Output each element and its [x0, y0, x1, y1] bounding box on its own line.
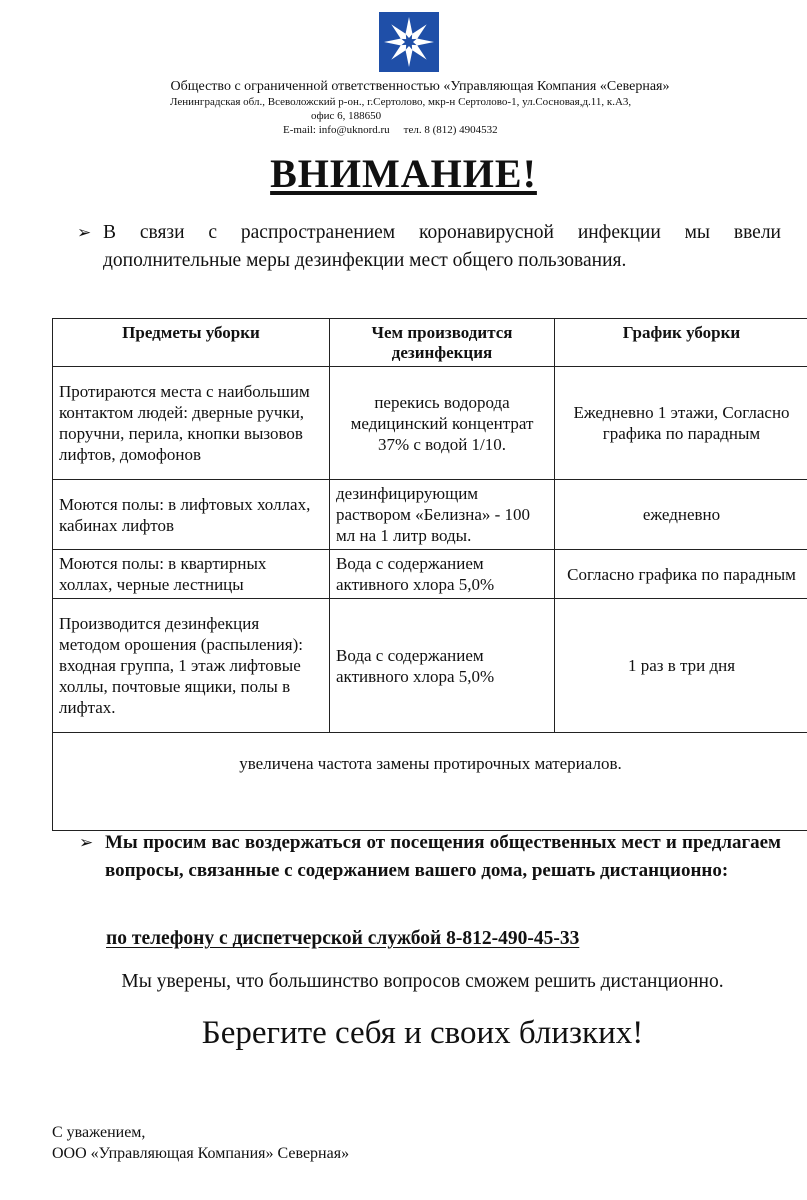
confidence-text: Мы уверены, что большинство вопросов сможем решить дистанционно. [121, 971, 724, 992]
star-snowflake-icon [379, 12, 439, 72]
table-footer-row [53, 733, 807, 831]
arrow-bullet-icon: ➢ [77, 223, 92, 243]
table-cell: Протираются места с наибольшим контактом людей: дверные ручки, поручни, перила, кнопки вызовов лифтов, домофонов [53, 367, 330, 480]
table-row [53, 599, 807, 733]
table-cell: Производится дезинфекция методом орошения (распыления): входная группа, 1 этаж лифтовые холлы, почтовые ящики, полы в лифтах. [53, 599, 330, 733]
signature-company: ООО «Управляющая Компания» Северная» [52, 1145, 350, 1162]
page-title: ВНИМАНИЕ! [270, 151, 537, 196]
request-paragraph: ➢ Мы просим вас воздержаться от посещения общественных мест и предлагаем вопросы, связанные с содержанием вашего дома, решать дистанционно: [105, 829, 781, 885]
table-cell: Вода с содержанием активного хлора 5,0% [330, 550, 555, 599]
arrow-bullet-icon: ➢ [79, 833, 94, 853]
table-row [53, 550, 807, 599]
care-slogan: Берегите себя и своих близких! [201, 1015, 644, 1051]
table-header: График уборки [555, 319, 807, 367]
table-cell: Вода с содержанием активного хлора 5,0% [330, 599, 555, 733]
cleaning-table [52, 318, 807, 831]
phone-text: тел. 8 (812) 4904532 [403, 124, 498, 136]
table-cell: перекись водорода медицинский концентрат 37% с водой 1/10. [330, 367, 555, 480]
address-line-2: офис 6, 188650 [311, 110, 382, 122]
table-row [53, 367, 807, 480]
signature-block [52, 1122, 349, 1164]
table-row [53, 480, 807, 550]
table-cell: Согласно графика по парадным [555, 550, 807, 599]
table-cell: Моются полы: в лифтовых холлах, кабинах лифтов [53, 480, 330, 550]
dispatcher-phone-line: по телефону с диспетчерской службой 8-812-490-45-33 [106, 928, 580, 949]
table-footer-cell: увеличена частота замены протирочных материалов. [53, 733, 807, 831]
org-name: Общество с ограниченной ответственностью «Управляющая Компания «Северная» [170, 79, 670, 94]
address-line-1: Ленинградская обл., Всеволожский р-он., г.Сертолово, мкр-н Сертолово-1, ул.Сосновая,д.11, к.А3, [170, 96, 632, 108]
table-header-row [53, 319, 807, 367]
company-logo [379, 12, 439, 72]
contact-line [283, 124, 512, 137]
table-cell: дезинфицирующим раствором «Белизна» - 100 мл на 1 литр воды. [330, 480, 555, 550]
table-cell: Моются полы: в квартирных холлах, черные лестницы [53, 550, 330, 599]
table-header: Предметы уборки [53, 319, 330, 367]
table-header: Чем производится дезинфекция [330, 319, 555, 367]
table-cell: ежедневно [555, 480, 807, 550]
signature-greeting: С уважением, [52, 1124, 146, 1141]
table-cell: 1 раз в три дня [555, 599, 807, 733]
email-text: E-mail: info@uknord.ru [283, 124, 390, 136]
table-cell: Ежедневно 1 этажи, Согласно графика по парадным [555, 367, 807, 480]
intro-paragraph: ➢ В связи с распространением коронавирусной инфекции мы ввели дополнительные меры дезинфекции мест общего пользования. [103, 219, 781, 275]
